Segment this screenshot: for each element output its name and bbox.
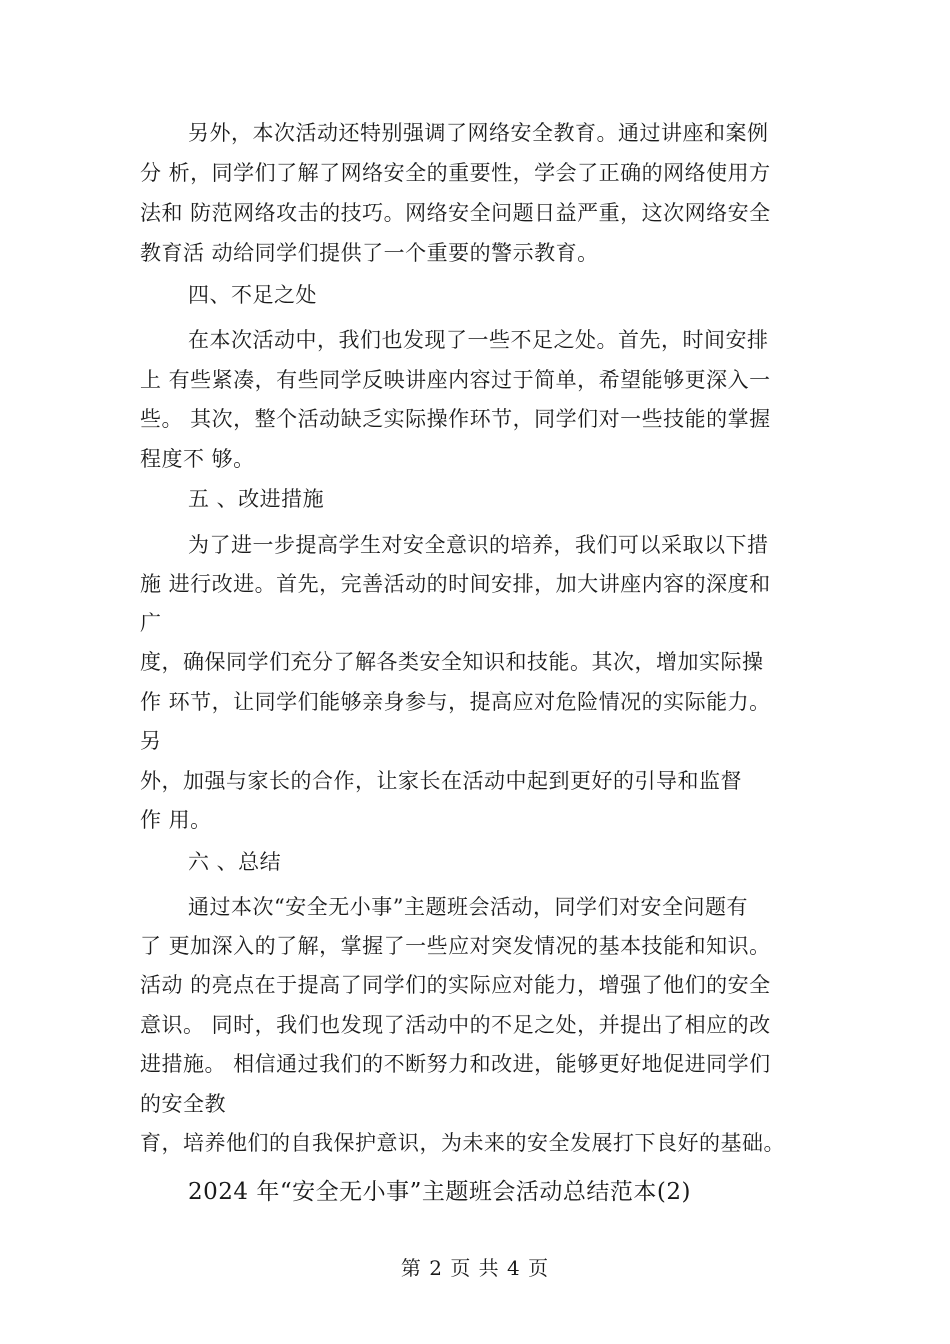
paragraph-line: 分 析，同学们了解了网络安全的重要性，学会了正确的网络使用方 [140, 161, 771, 185]
paragraph-line: 度，确保同学们充分了解各类安全知识和技能。其次，增加实际操 [140, 650, 764, 674]
paragraph-line: 法和 防范网络攻击的技巧。网络安全问题日益严重，这次网络安全 [140, 201, 771, 225]
paragraph-line: 在本次活动中，我们也发现了一些不足之处。首先，时间安排 [188, 328, 769, 352]
next-document-title: 2024 年“安全无小事”主题班会活动总结范本(2) [188, 1179, 691, 1205]
section-heading: 六 、总结 [188, 850, 282, 874]
paragraph-line: 教育活 动给同学们提供了一个重要的警示教育。 [140, 241, 599, 265]
paragraph-line: 外，加强与家长的合作，让家长在活动中起到更好的引导和监督 [140, 769, 742, 793]
paragraph-line: 另外，本次活动还特别强调了网络安全教育。通过讲座和案例 [188, 121, 769, 145]
paragraph-line: 作 环节，让同学们能够亲身参与，提高应对危险情况的实际能力。 [140, 690, 771, 714]
paragraph-line: 另 [140, 729, 162, 753]
paragraph-line: 活动 的亮点在于提高了同学们的实际应对能力，增强了他们的安全 [140, 973, 771, 997]
paragraph-line: 育，培养他们的自我保护意识，为未来的安全发展打下良好的基础。 [140, 1131, 785, 1155]
paragraph-line: 广 [140, 611, 162, 635]
paragraph-line: 作 用。 [140, 808, 212, 832]
section-heading: 五 、改进措施 [188, 487, 325, 511]
paragraph-line: 为了进一步提高学生对安全意识的培养，我们可以采取以下措 [188, 533, 769, 557]
paragraph-line: 意识。 同时，我们也发现了活动中的不足之处，并提出了相应的改 [140, 1013, 771, 1037]
section-heading: 四、不足之处 [188, 283, 317, 307]
paragraph-line: 了 更加深入的了解，掌握了一些应对突发情况的基本技能和知识。 [140, 934, 771, 958]
paragraph-line: 程度不 够。 [140, 447, 255, 471]
paragraph-line: 些。 其次，整个活动缺乏实际操作环节，同学们对一些技能的掌握 [140, 407, 771, 431]
paragraph-line: 的安全教 [140, 1092, 226, 1116]
paragraph-line: 通过本次“安全无小事”主题班会活动，同学们对安全问题有 [188, 895, 748, 919]
paragraph-line: 施 进行改进。首先，完善活动的时间安排，加大讲座内容的深度和 [140, 572, 771, 596]
paragraph-line: 上 有些紧凑，有些同学反映讲座内容过于简单，希望能够更深入一 [140, 368, 771, 392]
paragraph-line: 进措施。 相信通过我们的不断努力和改进，能够更好地促进同学们 [140, 1052, 771, 1076]
page-footer: 第 2 页 共 4 页 [400, 1256, 550, 1280]
